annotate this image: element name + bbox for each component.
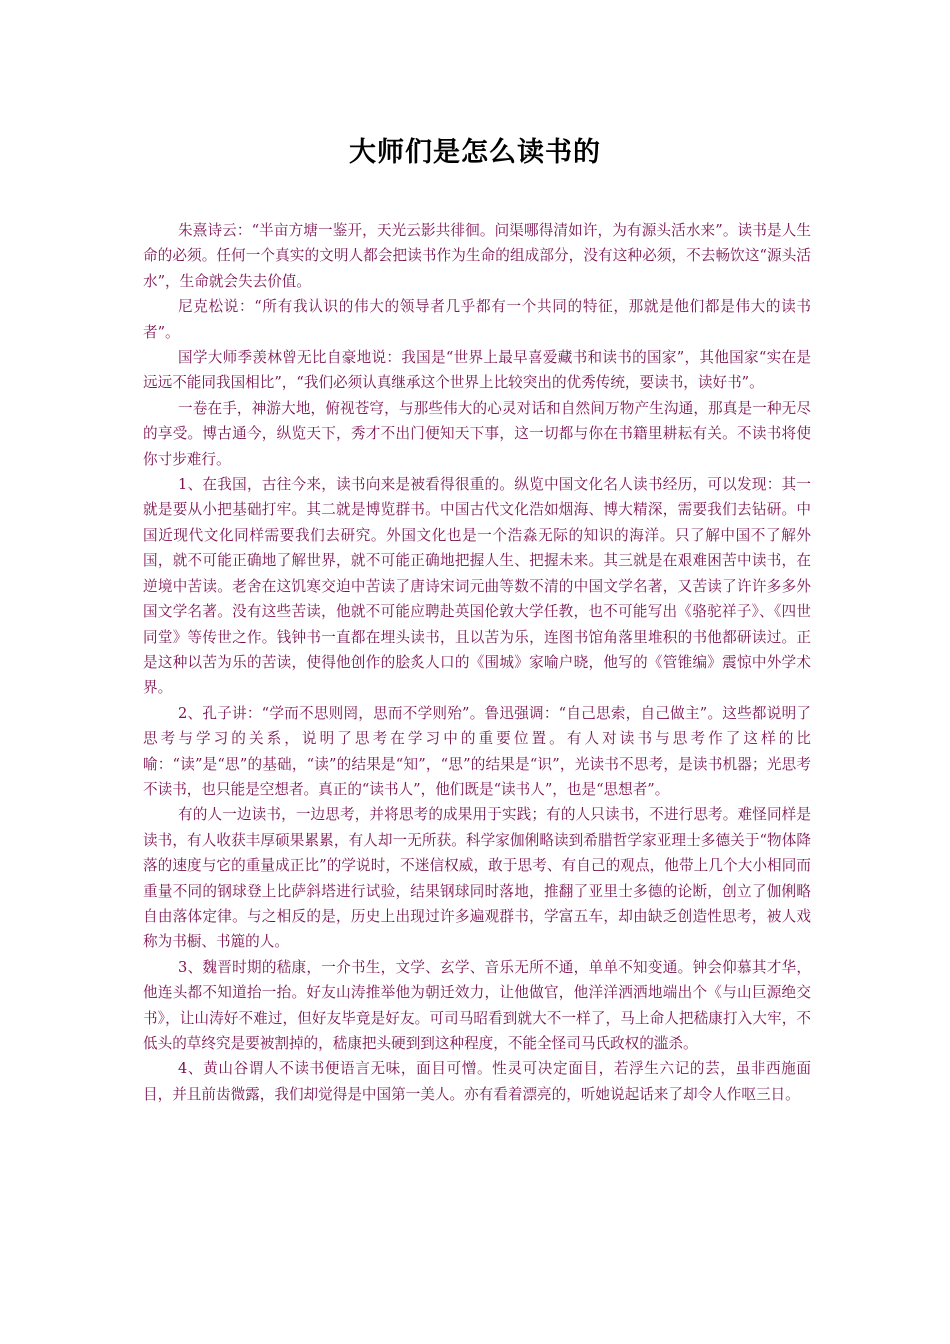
paragraph-2: 尼克松说：“所有我认识的伟大的领导者几乎都有一个共同的特征，那就是他们都是伟大的读书者”。 [143, 298, 811, 341]
paragraph-6: 2、孔子讲：“学而不思则罔，思而不学则殆”。鲁迅强调：“自己思索，自己做主”。这些都说明了思考与学习的关系，说明了思考在学习中的重要位置。有人对读书与思考作了这样的比喻：“读”是“思”的基础，“读”的结果是“知”，“思”的结果是“识”，光读书不思考，是读书机器；光思考不读书，也只能是空想者。真正的“读书人”，他们既是“读书人”，也是“思想者”。 [143, 704, 811, 798]
paragraph-5: 1、在我国，古往今来，读书向来是被看得很重的。纵览中国文化名人读书经历，可以发现：其一就是要从小把基础打牢。其二就是博览群书。中国古代文化浩如烟海、博大精深，需要我们去钻研。中国近现代文化同样需要我们去研究。外国文化也是一个浩淼无际的知识的海洋。只了解中国不了解外国，就不可能正确地了解世界，就不可能正确地把握人生、把握未来。其三就是在艰难困苦中读书，在逆境中苦读。老舍在这饥寒交迫中苦读了唐诗宋词元曲等数不清的中国文学名著，又苦读了许许多多外国文学名著。没有这些苦读，他就不可能应聘赴英国伦敦大学任教，也不可能写出《骆驼祥子》、《四世同堂》等传世之作。钱钟书一直都在埋头读书，且以苦为乐，连图书馆角落里堆积的书他都研读过。正是这种以苦为乐的苦读，使得他创作的脍炙人口的《围城》家喻户晓，他写的《管锥编》震惊中外学术界。 [143, 476, 811, 697]
paragraph-7: 有的人一边读书，一边思考，并将思考的成果用于实践；有的人只读书，不进行思考。难怪同样是读书，有人收获丰厚硕果累累，有人却一无所获。科学家伽俐略读到希腊哲学家亚理士多德关于“物体降落的速度与它的重量成正比”的学说时，不迷信权威，敢于思考、有自己的观点，他带上几个大小相同而重量不同的钢球登上比萨斜塔进行试验，结果钢球同时落地，推翻了亚里士多德的论断，创立了伽俐略自由落体定律。与之相反的是，历史上出现过许多遍观群书，学富五车，却由缺乏创造性思考，被人戏称为书橱、书簏的人。 [143, 806, 811, 951]
paragraph-9: 4、黄山谷谓人不读书便语言无味，面目可憎。性灵可决定面目，若浮生六记的芸，虽非西施面目，并且前齿微露，我们却觉得是中国第一美人。亦有看着漂亮的，听她说起话来了却令人作呕三日。 [143, 1060, 811, 1103]
paragraph-4: 一卷在手，神游大地，俯视苍穹，与那些伟大的心灵对话和自然间万物产生沟通，那真是一种无尽的享受。博古通今，纵览天下，秀才不出门便知天下事，这一切都与你在书籍里耕耘有关。不读书将使你寸步难行。 [143, 399, 811, 468]
paragraph-1: 朱熹诗云：“半亩方塘一鉴开，天光云影共徘徊。问渠哪得清如许，为有源头活水来”。读书是人生命的必须。任何一个真实的文明人都会把读书作为生命的组成部分，没有这种必须，不去畅饮这“源头活水”，生命就会失去价值。 [143, 222, 811, 290]
paragraph-3: 国学大师季羡林曾无比自豪地说：我国是“世界上最早喜爱藏书和读书的国家”，其他国家“实在是远远不能同我国相比”，“我们必须认真继承这个世界上比较突出的优秀传统，要读书，读好书”。 [143, 349, 811, 392]
paragraph-8: 3、魏晋时期的嵇康，一介书生，文学、玄学、音乐无所不通，单单不知变通。钟会仰慕其才华，他连头都不知道抬一抬。好友山涛推举他为朝迁效力，让他做官，他洋洋洒洒地端出个《与山巨源绝交书》，让山涛好不难过，但好友毕竟是好友。可司马昭看到就大不一样了，马上命人把嵇康打入大牢，不低头的草终究是要被割掉的，嵇康把头硬到到这种程度，不能全怪司马氏政权的滥杀。 [143, 958, 811, 1052]
page-title: 大师们是怎么读书的 [349, 137, 601, 168]
document-body [143, 218, 811, 1107]
